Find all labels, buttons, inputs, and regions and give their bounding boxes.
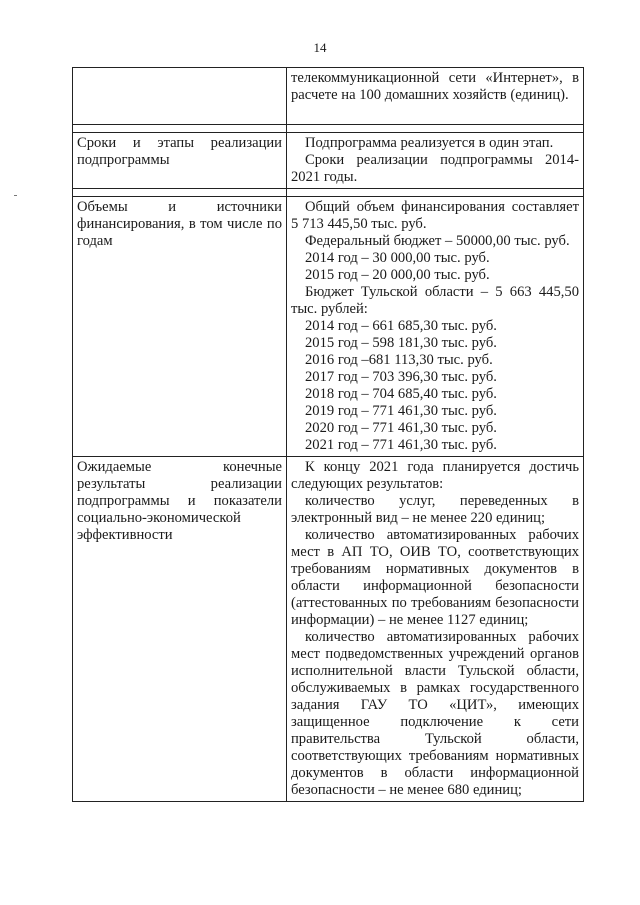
- row-value: [287, 197, 584, 457]
- page-number: 14: [313, 40, 327, 55]
- value-paragraph: 2015 год – 598 181,30 тыс. руб.: [305, 335, 497, 351]
- value-paragraph: Подпрограмма реализуется в один этап.: [305, 135, 554, 151]
- row-value: [287, 457, 584, 802]
- value-paragraph: 2021 год – 771 461,30 тыс. руб.: [305, 437, 497, 453]
- value-paragraph: 2020 год – 771 461,30 тыс. руб.: [305, 420, 497, 436]
- value-paragraph: 2017 год – 703 396,30 тыс. руб.: [305, 369, 497, 385]
- table-row-spacer: [73, 125, 584, 133]
- value-paragraph: 2015 год – 20 000,00 тыс. руб.: [305, 267, 490, 283]
- value-paragraph: Бюджет Тульской области – 5 663 445,50 тыс. рублей:: [291, 284, 579, 317]
- value-paragraph: Общий объем финансирования составляет 5 713 445,50 тыс. руб.: [291, 199, 579, 232]
- value-paragraph: К концу 2021 года планируется достичь следующих результатов:: [291, 459, 579, 492]
- subprogram-passport-table: [72, 67, 584, 802]
- margin-mark: [14, 195, 17, 196]
- row-value: [287, 68, 584, 125]
- value-paragraph: 2014 год – 30 000,00 тыс. руб.: [305, 250, 490, 266]
- row-label: Объемы и источники финансирования, в том числе по годам: [73, 197, 287, 457]
- value-paragraph: 2016 год –681 113,30 тыс. руб.: [305, 352, 493, 368]
- row-value: [287, 133, 584, 189]
- value-paragraph: количество услуг, переведенных в электронный вид – не менее 220 единиц;: [291, 493, 579, 526]
- row-label: Сроки и этапы реализации подпрограммы: [73, 133, 287, 189]
- value-paragraph: 2018 год – 704 685,40 тыс. руб.: [305, 386, 497, 402]
- value-paragraph: количество автоматизированных рабочих мест подведомственных учреждений органов исполнительной власти Тульской области, обслуживаемых в рамках государственного задания ГАУ ТО «ЦИТ», имеющих защищенное подключение к сети правительства Тульской области, соответствующих требованиям нормативных документов в области информационной безопасности – не менее 680 единиц;: [291, 629, 579, 798]
- table-row: [73, 68, 584, 125]
- table-row-spacer: [73, 189, 584, 197]
- value-paragraph: Федеральный бюджет – 50000,00 тыс. руб.: [305, 233, 570, 249]
- value-paragraph: количество автоматизированных рабочих мест в АП ТО, ОИВ ТО, соответствующих требованиям нормативных документов в области информационной безопасности (аттестованных по требованиям безопасности информации) – не менее 1127 единиц;: [291, 527, 579, 628]
- value-paragraph: 2019 год – 771 461,30 тыс. руб.: [305, 403, 497, 419]
- value-paragraph: телекоммуникационной сети «Интернет», в расчете на 100 домашних хозяйств (единиц).: [291, 70, 579, 103]
- value-paragraph: Сроки реализации подпрограммы 2014-2021 годы.: [291, 152, 579, 185]
- table-row: [73, 133, 584, 189]
- row-label: Ожидаемые конечные результаты реализации подпрограммы и показатели социально-экономической эффективности: [73, 457, 287, 802]
- table-row: [73, 197, 584, 457]
- value-paragraph: 2014 год – 661 685,30 тыс. руб.: [305, 318, 497, 334]
- table-row: [73, 457, 584, 802]
- row-label: [73, 68, 287, 125]
